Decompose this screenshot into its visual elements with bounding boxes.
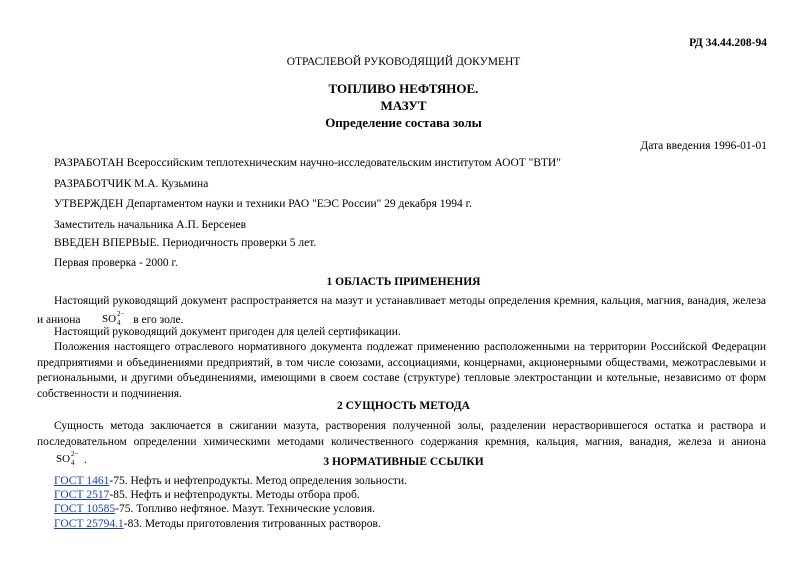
- reference-link-gost-1461[interactable]: ГОСТ 1461: [54, 475, 110, 487]
- reference-link-gost-10585[interactable]: ГОСТ 10585: [54, 503, 116, 516]
- document-title: [0, 80, 807, 131]
- reference-text: -75. Топливо нефтяное. Мазут. Технические условия.: [115, 503, 376, 516]
- document-type: ОТРАСЛЕВОЙ РУКОВОДЯЩИЙ ДОКУМЕНТ: [286, 56, 521, 68]
- references-list: [54, 474, 407, 531]
- meta-developer: РАЗРАБОТЧИК М.А. Кузьмина: [54, 178, 209, 190]
- reference-text: -85. Нефть и нефтепродукты. Методы отбора проб.: [109, 489, 360, 502]
- meta-deputy: Заместитель начальника А.П. Берсенев: [54, 219, 247, 231]
- reference-link-gost-2517[interactable]: ГОСТ 2517: [54, 489, 110, 502]
- reference-item: [54, 502, 407, 516]
- title-line-3: Определение состава золы: [325, 115, 482, 130]
- reference-text: -75. Нефть и нефтепродукты. Метод определения зольности.: [109, 475, 407, 487]
- formula-charge: 2−: [117, 309, 125, 318]
- section-1-paragraph-1-text: Настоящий руководящий документ распространяется на мазут и устанавливает методы определения кремния, кальция, магния, ванадия, железа и аниона: [37, 295, 766, 326]
- formula-subscript: 4: [71, 459, 75, 466]
- formula-subscript: 4: [117, 318, 121, 326]
- document-code: РД 34.44.208-94: [689, 37, 767, 49]
- section-1-paragraph-1-tail: в его золе.: [133, 313, 184, 326]
- formula-base: SO: [102, 312, 117, 325]
- formula-base: SO: [56, 453, 71, 465]
- section-3-title: 3 НОРМАТИВНЫЕ ССЫЛКИ: [323, 456, 484, 468]
- introduction-date: Дата введения 1996-01-01: [640, 140, 767, 152]
- meta-first-check: Первая проверка - 2000 г.: [54, 257, 178, 269]
- meta-introduced: ВВЕДЕН ВПЕРВЫЕ. Периодичность проверки 5 лет.: [54, 237, 317, 249]
- meta-approved: УТВЕРЖДЕН Департаментом науки и техники РАО "ЕЭС России" 29 декабря 1994 г.: [54, 198, 472, 210]
- title-line-2: МАЗУТ: [380, 98, 427, 113]
- reference-text: -83. Методы приготовления титрованных растворов.: [123, 517, 381, 530]
- section-1-paragraph-3: Положения настоящего отраслевого нормативного документа подлежат применению расположенными на территории Российской Федерации предприятиями и объединениями предприятий, в том числе союзами, ассоциациями, концернами, акционерными обществами, межотраслевыми и региональными, и другими объединениями, имеющими в своем составе (структуре) тепловые электростанции и котельные, независимо от форм собственности и подчинения.: [37, 341, 766, 400]
- section-1-paragraph-2: Настоящий руководящий документ пригоден для целей сертификации.: [54, 326, 401, 338]
- section-1-title: 1 ОБЛАСТЬ ПРИМЕНЕНИЯ: [326, 276, 481, 288]
- reference-link-gost-25794-1[interactable]: ГОСТ 25794.1: [54, 517, 124, 530]
- title-line-1: ТОПЛИВО НЕФТЯНОЕ.: [328, 81, 479, 96]
- section-2-paragraph-1-tail: .: [84, 454, 87, 466]
- reference-item: [54, 488, 407, 502]
- formula-charge: 2−: [71, 450, 79, 458]
- reference-item: [54, 474, 407, 488]
- meta-developed: РАЗРАБОТАН Всероссийским теплотехническим научно-исследовательским институтом АООТ "ВТИ": [54, 157, 561, 169]
- section-2-paragraph-1-text: Сущность метода заключается в сжигании мазута, растворения полученной золы, разделении нерастворившегося остатка и раствора и последовательном определении химическими методами количественного содержания кремния, кальция, магния, ванадия, железа и аниона: [37, 420, 766, 448]
- reference-item: [54, 517, 407, 531]
- section-2-title: 2 СУЩНОСТЬ МЕТОДА: [337, 400, 470, 412]
